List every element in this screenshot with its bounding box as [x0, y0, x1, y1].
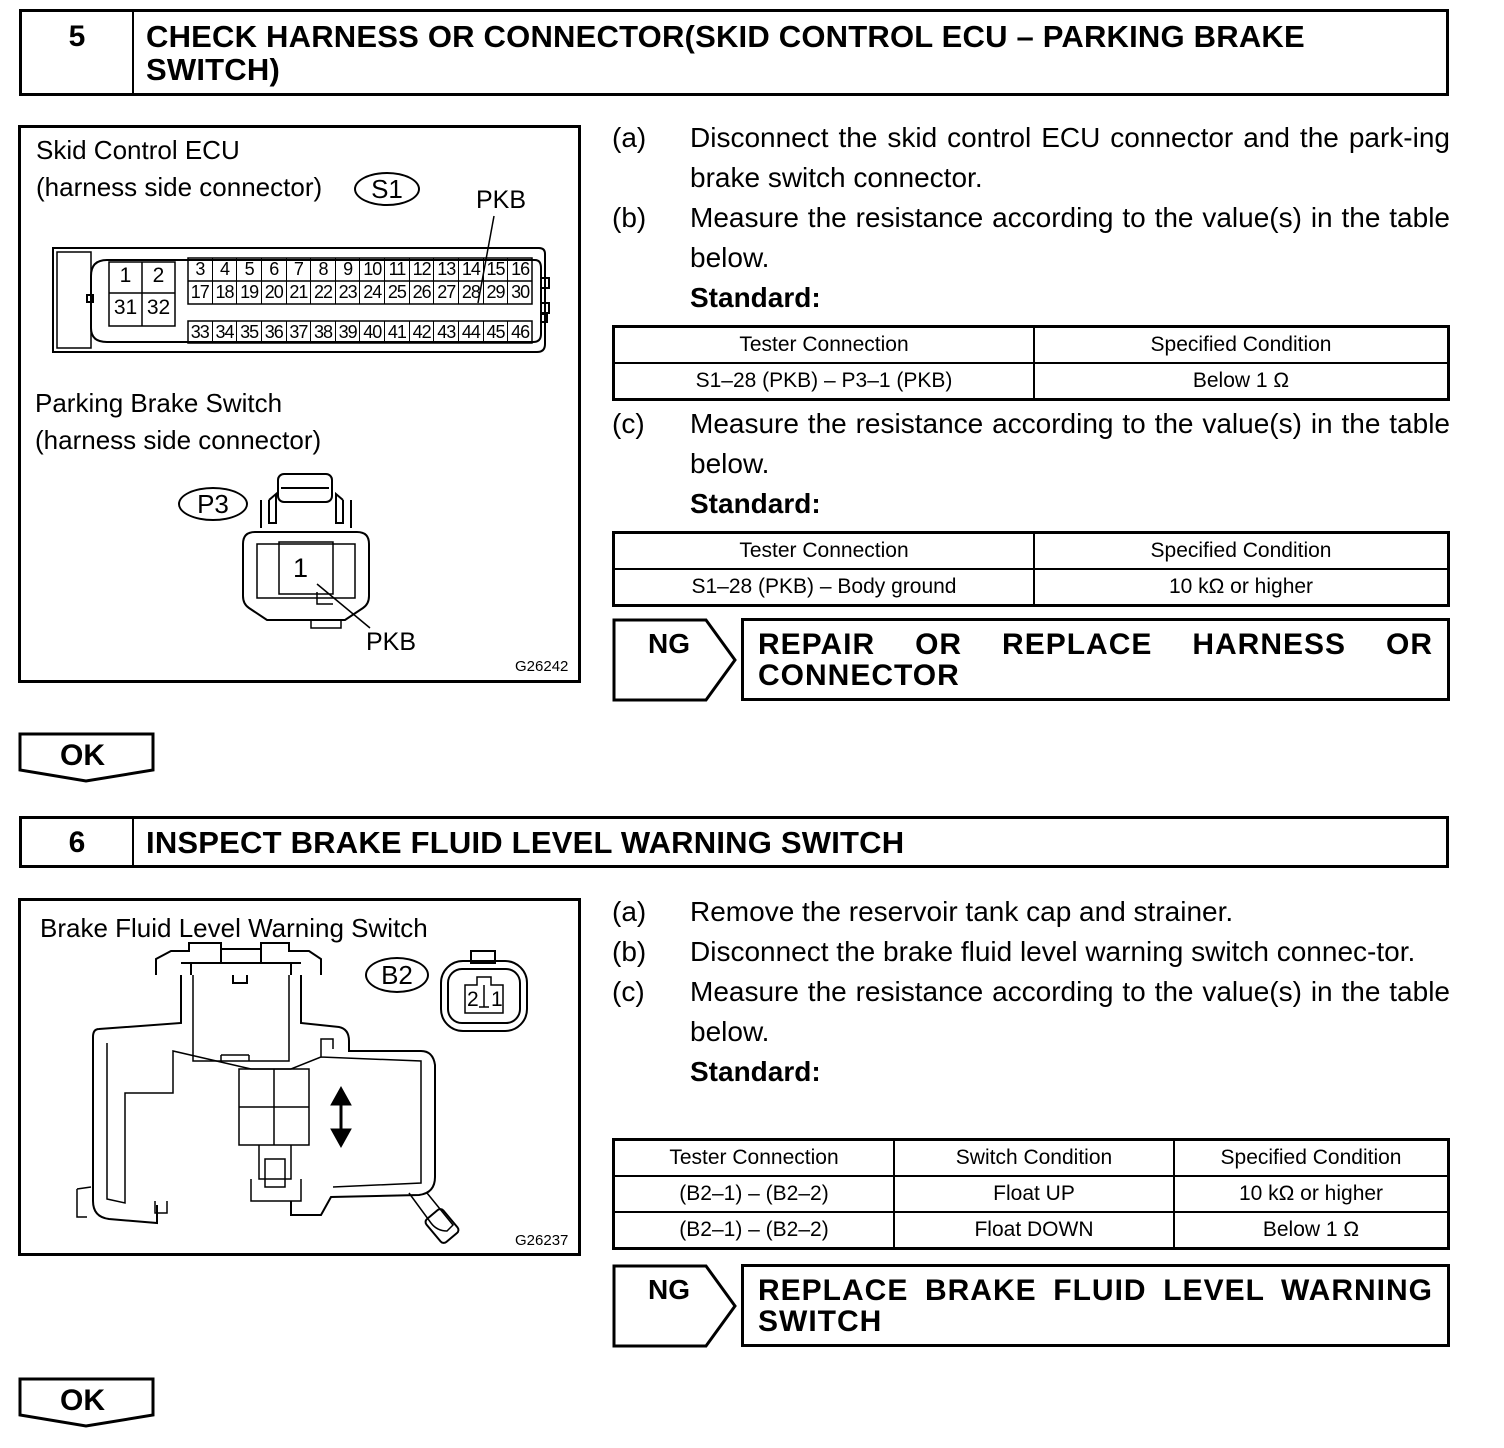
ecu-pin: 18	[212, 281, 237, 304]
ecu-pin: 36	[261, 321, 286, 343]
table-cell: 10 kΩ or higher	[1034, 569, 1449, 606]
ecu-pin: 10	[359, 258, 384, 281]
instruction-label: (c)	[612, 408, 645, 439]
ecu-sub-label: (harness side connector)	[36, 172, 323, 202]
pkb-label-bottom: PKB	[366, 628, 417, 656]
ecu-connector-code: S1	[371, 174, 403, 204]
figure-code: G26237	[515, 1232, 569, 1249]
instruction-label: (a)	[612, 896, 647, 927]
instruction-text: Measure the resistance according to the value(s) in the table below.	[690, 202, 1450, 273]
ecu-pin: 22	[310, 281, 335, 304]
ecu-pin: 44	[458, 321, 483, 343]
ecu-pin: 41	[384, 321, 409, 343]
ecu-pin: 34	[212, 321, 237, 343]
pin-1: 1	[119, 264, 132, 287]
ecu-pin: 5	[236, 258, 261, 281]
ecu-pin: 39	[335, 321, 360, 343]
ecu-pin: 14	[458, 258, 483, 281]
ng-action-box: REPLACE BRAKE FLUID LEVEL WARNING SWITCH	[741, 1264, 1450, 1347]
step-6-header	[19, 816, 1449, 868]
ecu-pin: 9	[335, 258, 360, 281]
step-6-figure	[18, 898, 581, 1256]
instruction-c	[612, 404, 1450, 484]
ecu-pin: 6	[261, 258, 286, 281]
ecu-label: Skid Control ECU	[36, 135, 240, 165]
step-5-instructions-c	[612, 404, 1450, 524]
table-cell: Below 1 Ω	[1034, 363, 1449, 400]
ecu-pin: 38	[310, 321, 335, 343]
b2-pin-2: 2	[467, 988, 479, 1011]
ecu-pin: 37	[286, 321, 311, 343]
ecu-pin: 7	[286, 258, 311, 281]
figure-code: G26242	[515, 658, 569, 675]
table-row	[614, 363, 1449, 400]
instruction-text: Measure the resistance according to the value(s) in the table below.	[690, 976, 1450, 1047]
ecu-pin: 25	[384, 281, 409, 304]
instruction-label: (c)	[612, 976, 645, 1007]
instruction-label: (b)	[612, 936, 647, 967]
table-row	[614, 1212, 1449, 1249]
ecu-pin: 16	[507, 258, 532, 281]
reservoir-drawing	[21, 901, 578, 1253]
standard-label: Standard:	[690, 1056, 821, 1087]
step-5-instructions	[612, 118, 1450, 318]
table-row	[614, 569, 1449, 606]
table-header: Tester Connection	[614, 533, 1035, 570]
table-cell: (B2–1) – (B2–2)	[614, 1176, 895, 1212]
pkb-label-top: PKB	[476, 186, 527, 214]
ecu-pin: 19	[236, 281, 261, 304]
ecu-pin: 24	[359, 281, 384, 304]
table-cell: Float DOWN	[894, 1212, 1174, 1249]
step-6-table	[612, 1138, 1450, 1250]
instruction-a	[612, 118, 1450, 198]
ng-action-box: REPAIR OR REPLACE HARNESS OR CONNECTOR	[741, 618, 1450, 701]
ecu-pin: 4	[212, 258, 237, 281]
step-6-instructions	[612, 892, 1450, 1092]
instruction-label: (b)	[612, 202, 647, 233]
ecu-pin: 35	[236, 321, 261, 343]
ecu-pin: 28	[458, 281, 483, 304]
ecu-pin: 43	[433, 321, 458, 343]
ecu-pin: 40	[359, 321, 384, 343]
table-header: Switch Condition	[894, 1140, 1174, 1177]
ecu-pin: 21	[286, 281, 311, 304]
step-number: 5	[22, 12, 134, 93]
pin-31: 31	[113, 296, 138, 319]
ok-label: OK	[60, 739, 105, 772]
b2-pin-1: 1	[491, 988, 503, 1011]
switch-pin-1: 1	[293, 553, 309, 583]
instruction-c	[612, 972, 1450, 1052]
table-cell: Float UP	[894, 1176, 1174, 1212]
table-cell: (B2–1) – (B2–2)	[614, 1212, 895, 1249]
standard-label: Standard:	[690, 488, 821, 519]
ecu-pin: 42	[409, 321, 434, 343]
pin-32: 32	[146, 296, 171, 319]
step-5-header	[19, 9, 1449, 96]
ok-label: OK	[60, 1384, 105, 1417]
ecu-pin: 30	[507, 281, 532, 304]
switch-connector-code: P3	[197, 489, 229, 519]
instruction-text: Remove the reservoir tank cap and strainer.	[690, 896, 1234, 927]
table-header: Specified Condition	[1174, 1140, 1449, 1177]
ng-label: NG	[648, 1274, 690, 1305]
instruction-label: (a)	[612, 122, 647, 153]
step-title: CHECK HARNESS OR CONNECTOR(SKID CONTROL ECU – PARKING BRAKE SWITCH)	[146, 19, 1305, 87]
connector-code: B2	[381, 960, 413, 990]
ecu-pin: 11	[384, 258, 409, 281]
table-cell: S1–28 (PKB) – Body ground	[614, 569, 1035, 606]
table-header: Tester Connection	[614, 327, 1035, 364]
instruction-text: Disconnect the brake fluid level warning switch connec-tor.	[690, 936, 1416, 967]
ecu-pin: 15	[483, 258, 508, 281]
table-header: Tester Connection	[614, 1140, 895, 1177]
switch-label: Parking Brake Switch	[35, 388, 283, 418]
table-row	[614, 1176, 1449, 1212]
instruction-b	[612, 932, 1450, 972]
ng-label: NG	[648, 628, 690, 659]
ecu-pin: 13	[433, 258, 458, 281]
ecu-pin: 27	[433, 281, 458, 304]
ecu-pin: 46	[507, 321, 532, 343]
step-title: INSPECT BRAKE FLUID LEVEL WARNING SWITCH	[146, 825, 905, 860]
table-cell: Below 1 Ω	[1174, 1212, 1449, 1249]
standard-label: Standard:	[690, 282, 821, 313]
instruction-text: Disconnect the skid control ECU connector and the park-ing brake switch connector.	[690, 122, 1450, 193]
table-header: Specified Condition	[1034, 327, 1449, 364]
figure-label: Brake Fluid Level Warning Switch	[40, 913, 428, 943]
table-cell: S1–28 (PKB) – P3–1 (PKB)	[614, 363, 1035, 400]
ecu-pin: 23	[335, 281, 360, 304]
ecu-pin: 3	[195, 259, 205, 279]
ecu-pin: 20	[261, 281, 286, 304]
table-header: Specified Condition	[1034, 533, 1449, 570]
table-header-row	[614, 327, 1449, 364]
ecu-pin: 12	[409, 258, 434, 281]
ecu-pin: 8	[310, 258, 335, 281]
ecu-pin: 17	[190, 282, 209, 302]
ecu-pin: 26	[409, 281, 434, 304]
step-5-figure	[18, 125, 581, 683]
instruction-b	[612, 198, 1450, 278]
ecu-pin: 29	[483, 281, 508, 304]
instruction-a	[612, 892, 1450, 932]
instruction-text: Measure the resistance according to the value(s) in the table below.	[690, 408, 1450, 479]
table-header-row	[614, 1140, 1449, 1177]
step-5-table-2	[612, 531, 1450, 607]
step-5-table-1	[612, 325, 1450, 401]
step-number: 6	[22, 819, 134, 865]
table-header-row	[614, 533, 1449, 570]
switch-sub-label: (harness side connector)	[35, 425, 322, 455]
table-cell: 10 kΩ or higher	[1174, 1176, 1449, 1212]
ecu-pin: 45	[483, 321, 508, 343]
pin-2: 2	[152, 264, 165, 287]
ecu-pin: 33	[190, 322, 209, 342]
switch-connector-drawing	[21, 128, 578, 680]
